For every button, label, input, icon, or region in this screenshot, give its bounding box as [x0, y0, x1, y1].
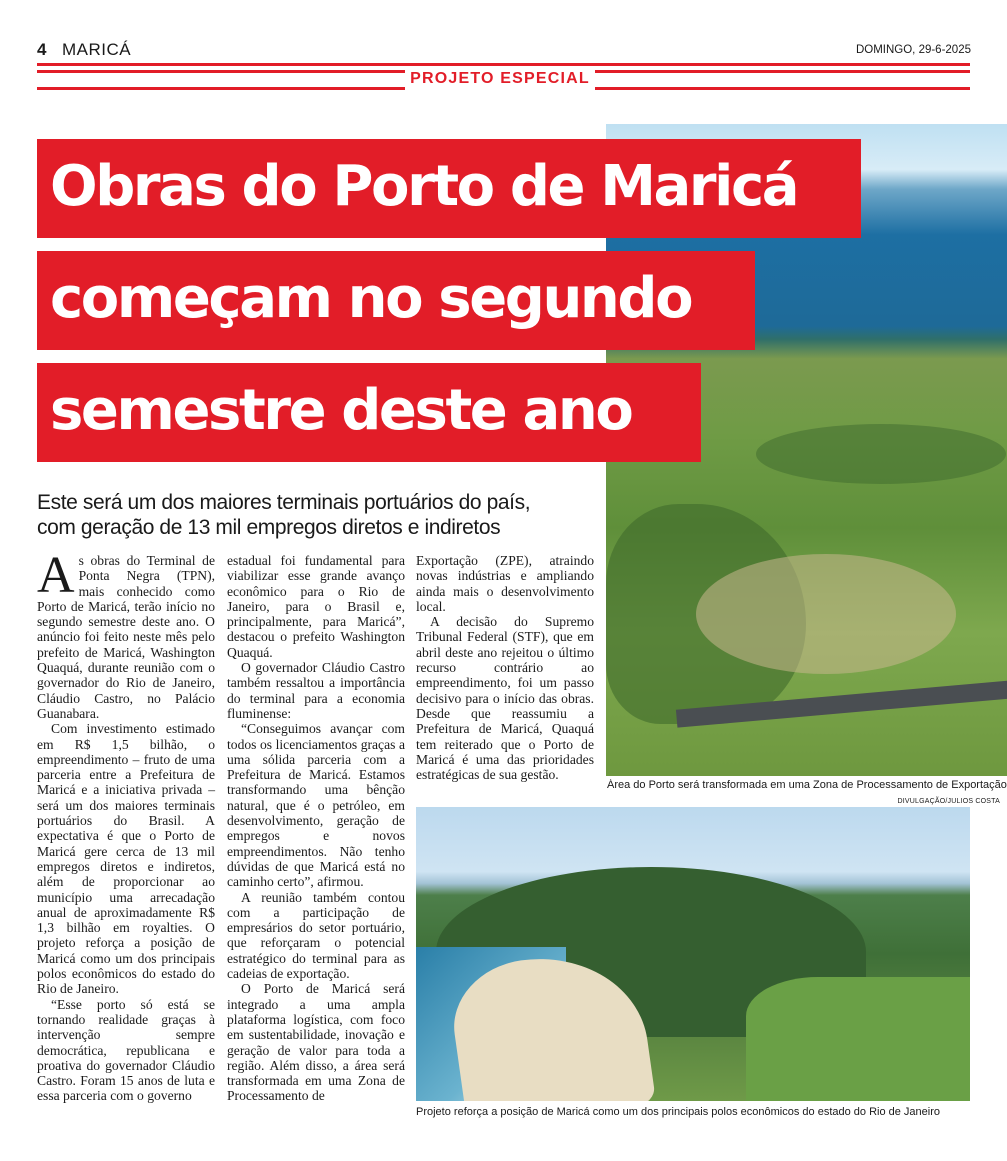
deck-line-1: Este será um dos maiores terminais portuários do país,	[37, 491, 531, 514]
photo1-caption: Área do Porto será transformada em uma Zona de Processamento de Exportação	[607, 779, 1007, 791]
article-column-1	[37, 547, 215, 1104]
photo1-credit: DIVULGAÇÃO/JULIOS COSTA	[897, 798, 1000, 805]
page-number: 4	[37, 40, 47, 59]
paragraph: “Conseguimos avançar com todos os licenciamentos graças a uma sólida parceria com a Prefeitura de Maricá. Estamos transformando uma bênção natural, que é o petróleo, em desenvolvimento, geração de empregos e novos empreendimentos. Não tenho dúvidas de que Maricá está no caminho certo”, afirmou.	[227, 721, 405, 890]
paragraph: “Esse porto só está se tornando realidade graças à intervenção sempre democrática, republicana e proativa do governador Cláudio Castro. Foram 15 anos de luta e essa parceria com o governo	[37, 996, 215, 1104]
beach-hill-photo	[416, 807, 970, 1101]
headline-line-3: semestre deste ano	[37, 363, 701, 462]
section-name: MARICÁ	[62, 40, 132, 59]
article-column-2	[227, 553, 405, 1104]
drop-cap: A	[37, 547, 75, 604]
paragraph: estadual foi fundamental para viabilizar esse grande avanço econômico para o Rio de Janeiro, para o Brasil e, principalmente, para Maricá”, destacou o prefeito Washington Quaquá.	[227, 553, 405, 660]
headline-line-2: começam no segundo	[37, 251, 755, 350]
deck	[37, 490, 597, 540]
paragraph: A decisão do Supremo Tribunal Federal (STF), que em abril deste ano rejeitou o último recurso contrário ao empreendimento, foi um passo decisivo para o início das obras. Desde que reassumiu a Prefeitura de Maricá, Quaquá tem reiterado que o Porto de Maricá é uma das prioridades estratégicas de sua gestão.	[416, 614, 594, 783]
paragraph: A reunião também contou com a participação de empresários do setor portuário, que reforçaram o potencial estratégico do terminal para as cadeias de exportação.	[227, 889, 405, 982]
paragraph: O Porto de Maricá será integrado a uma ampla plataforma logística, com foco em sustentabilidade, inovação e geração de valor para toda a região. Além disso, a área será transformada em uma Zona de Processamento de	[227, 981, 405, 1104]
paragraph: Com investimento estimado em R$ 1,5 bilhão, o empreendimento – fruto de uma parceria entre a Prefeitura de Maricá e a iniciativa privada – será um dos maiores terminais portuários do Brasil. A expectativa é que o Porto de Maricá gere cerca de 13 mil empregos diretos e indiretos, além de proporcionar ao município uma arrecadação anual de aproximadamente R$ 1,3 bilhão em royalties. O projeto reforça a posição de Maricá como um dos principais polos econômicos do estado do Rio de Janeiro.	[37, 721, 215, 997]
section-tag: PROJETO ESPECIAL	[405, 66, 595, 92]
deck-line-2: com geração de 13 mil empregos diretos e indiretos	[37, 516, 501, 539]
paragraph: s obras do Terminal de Ponta Negra (TPN), mais conhecido como Porto de Maricá, terão início no segundo semestre deste ano. O anúncio foi feito neste mês pelo prefeito de Maricá, Washington Quaquá, durante reunião com o governador do Rio de Janeiro, Cláudio Castro, no Palácio Guanabara.	[37, 553, 215, 721]
issue-date: DOMINGO, 29-6-2025	[855, 44, 971, 56]
headline-line-1: Obras do Porto de Maricá	[37, 139, 861, 238]
photo2-caption: Projeto reforça a posição de Maricá como um dos principais polos econômicos do estado do Rio de Janeiro	[416, 1106, 941, 1118]
article-column-3	[416, 553, 594, 782]
paragraph: O governador Cláudio Castro também ressaltou a importância do terminal para a economia fluminense:	[227, 660, 405, 721]
paragraph: Exportação (ZPE), atraindo novas indústrias e ampliando ainda mais o desenvolvimento local.	[416, 553, 594, 614]
